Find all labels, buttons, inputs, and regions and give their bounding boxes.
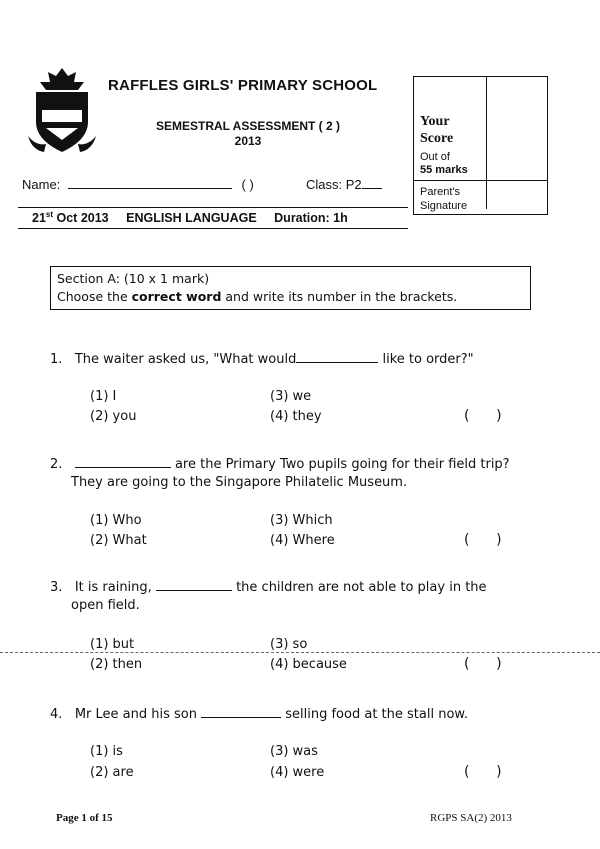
question-number: 2. (50, 457, 63, 472)
answer-bracket[interactable]: ( ) (464, 656, 502, 672)
out-of-label: Out of (420, 151, 450, 163)
name-field[interactable] (68, 177, 232, 189)
answer-blank (156, 578, 232, 591)
question-number: 4. (50, 707, 63, 722)
question-text-line2: They are going to the Singapore Philatelic Museum. (71, 475, 408, 490)
marks-value: 55 marks (420, 164, 468, 176)
school-crest-icon (26, 66, 98, 156)
score-box-divider (486, 76, 487, 209)
question-text-line2: open field. (71, 598, 140, 613)
option-2: (2) you (90, 409, 137, 424)
page-number: Page 1 of 15 (56, 812, 113, 824)
class-row (306, 177, 382, 192)
total-marks (420, 151, 468, 177)
exam-info-row (32, 210, 362, 225)
name-row (22, 177, 254, 192)
section-title: Section A: (10 x 1 mark) (57, 271, 210, 286)
option-1: (1) Who (90, 513, 142, 528)
question-2 (50, 455, 510, 472)
exam-subject: ENGLISH LANGUAGE (126, 211, 257, 226)
class-label: Class: P2 (306, 177, 362, 192)
header-rule-top (18, 207, 408, 208)
class-field[interactable] (362, 177, 382, 189)
option-2: (2) are (90, 765, 134, 780)
option-3: (3) we (270, 389, 312, 404)
option-2: (2) What (90, 533, 147, 548)
exam-title-text: SEMESTRAL ASSESSMENT ( 2 ) (155, 119, 341, 133)
question-number: 3. (50, 580, 63, 595)
option-4: (4) Where (270, 533, 335, 548)
instruction-post: and write its number in the brackets. (221, 289, 458, 304)
question-text-pre: The waiter asked us, "What would (74, 352, 297, 367)
section-instruction (57, 288, 524, 306)
question-text-pre: Mr Lee and his son (74, 707, 197, 722)
option-3: (3) so (270, 637, 308, 652)
signature-label: Signature (420, 200, 468, 212)
option-4: (4) were (270, 765, 325, 780)
paper-code: RGPS SA(2) 2013 (430, 812, 512, 824)
option-3: (3) Which (270, 513, 333, 528)
your-label: Your (420, 114, 450, 129)
score-box-divider-horizontal (413, 180, 548, 181)
parents-signature-label (420, 185, 467, 213)
instruction-pre: Choose the (57, 289, 132, 304)
question-number: 1. (50, 352, 63, 367)
question-text-post: are the Primary Two pupils going for their field trip? (174, 457, 510, 472)
answer-blank (75, 455, 171, 468)
exam-date: 21st Oct 2013 (32, 210, 109, 226)
your-score-label (420, 113, 453, 147)
section-a-instructions (50, 266, 531, 310)
score-label: Score (420, 131, 454, 146)
name-label: Name: (22, 177, 61, 192)
exam-duration: Duration: 1h (274, 211, 348, 226)
instruction-bold: correct word (131, 289, 222, 304)
question-text-pre: It is raining, (74, 580, 152, 595)
question-3 (50, 578, 487, 595)
option-1: (1) but (90, 637, 135, 652)
option-2: (2) then (90, 657, 143, 672)
answer-blank (296, 350, 378, 363)
exam-title (140, 119, 356, 149)
answer-bracket[interactable]: ( ) (464, 532, 502, 548)
option-1: (1) is (90, 744, 123, 759)
question-text-post: like to order?" (382, 352, 474, 367)
answer-bracket[interactable]: ( ) (464, 764, 502, 780)
parents-label: Parent's (420, 186, 461, 198)
answer-bracket[interactable]: ( ) (464, 408, 502, 424)
option-4: (4) because (270, 657, 347, 672)
answer-blank (201, 705, 281, 718)
school-name: RAFFLES GIRLS' PRIMARY SCHOOL (108, 77, 378, 94)
option-3: (3) was (270, 744, 318, 759)
question-text-post: selling food at the stall now. (285, 707, 468, 722)
register-number-field[interactable]: ( ) (241, 177, 254, 192)
exam-year: 2013 (234, 134, 262, 148)
option-1: (1) I (90, 389, 117, 404)
option-4: (4) they (270, 409, 322, 424)
question-1 (50, 350, 474, 367)
header-rule-bottom (18, 228, 408, 229)
question-4 (50, 705, 468, 722)
question-text-post: the children are not able to play in the (236, 580, 487, 595)
scan-artifact-line (0, 652, 600, 653)
